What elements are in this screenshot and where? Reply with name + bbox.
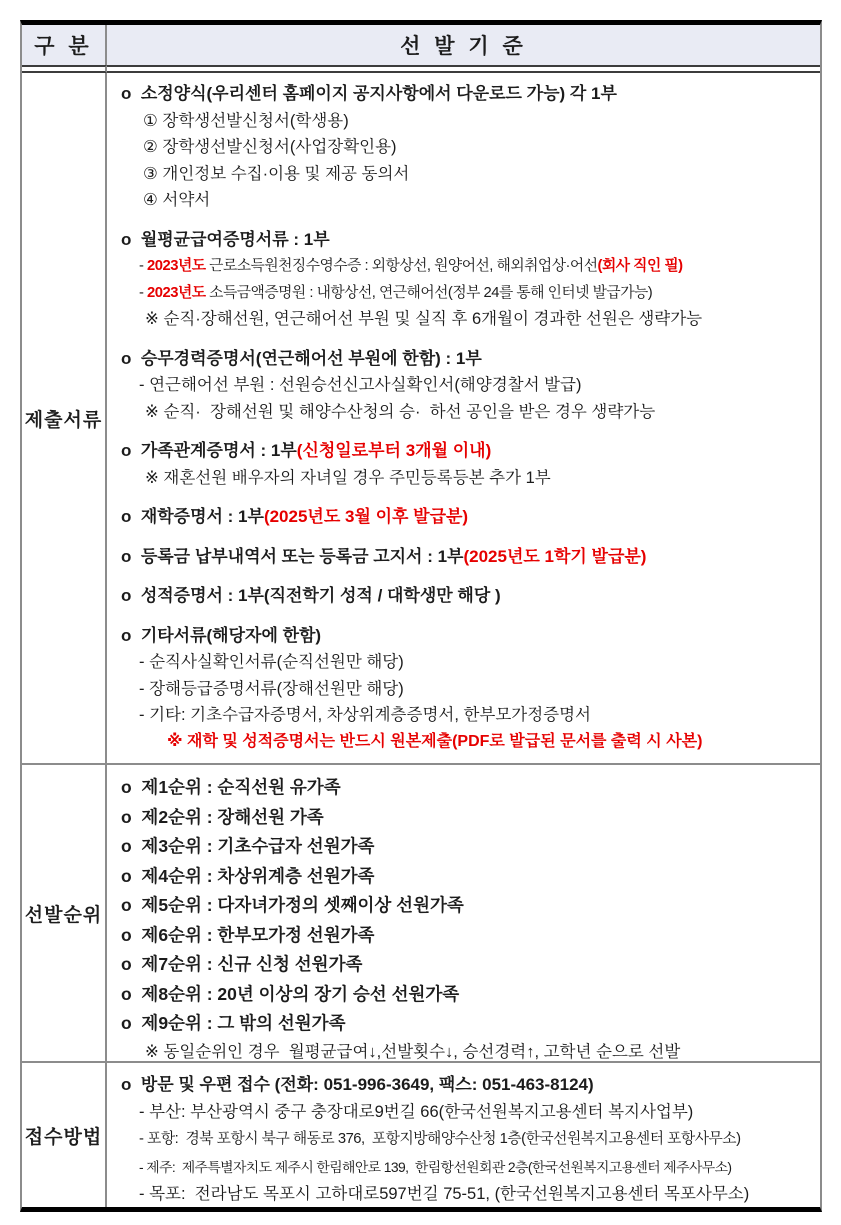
content-group <box>121 81 816 214</box>
text-segment: - 장해등급증명서류(장해선원만 해당) <box>139 679 404 698</box>
content-group <box>121 1071 816 1207</box>
header-criteria-label: 선 발 기 준 <box>400 35 527 58</box>
text-segment: o 제4순위 : 차상위계층 선원가족 <box>121 865 375 886</box>
text-segment: ③ 개인정보 수집·이용 및 제공 동의서 <box>143 164 410 183</box>
text-segment: - 순직사실확인서류(순직선원만 해당) <box>139 653 404 671</box>
content-group <box>121 583 816 610</box>
row-content-documents <box>107 73 820 763</box>
text-line <box>121 676 816 703</box>
header-category-label: 구 분 <box>34 35 93 58</box>
text-segment: - <box>139 284 148 301</box>
text-line <box>121 253 816 280</box>
text-line <box>121 504 816 531</box>
text-line <box>121 544 816 571</box>
text-segment: ※ 동일순위인 경우 월평균급여↓,선발횟수↓, 승선경력↑, 고학년 순으로 선발 <box>145 1042 681 1061</box>
text-segment: ※ 순직· 장해선원 및 해양수산청의 승· 하선 공인을 받은 경우 생략가능 <box>145 402 656 421</box>
text-line <box>121 862 816 892</box>
text-segment: o 등록금 납부내역서 또는 등록금 고지서 : 1부 <box>121 546 464 566</box>
text-segment: o 제6순위 : 한부모가정 선원가족 <box>121 924 375 945</box>
text-line <box>121 729 816 756</box>
text-line <box>121 161 816 188</box>
application-label: 접수방법 <box>24 1126 103 1148</box>
text-line <box>121 372 816 399</box>
text-segment: - 제주: 제주특별자치도 제주시 한림해안로 139, 한림항선원회관 2층(한국선원복지고용센터 제주사무소) <box>139 1158 732 1175</box>
text-segment: o 승무경력증명서(연근해어선 부원에 한함) : 1부 <box>121 348 482 368</box>
row-label-documents <box>22 73 107 763</box>
text-line <box>121 649 816 676</box>
row-label-application <box>22 1061 107 1207</box>
text-line <box>121 1126 816 1154</box>
text-segment: - 연근해어선 부원 : 선원승선신고사실확인서(해양경찰서 발급) <box>139 376 582 394</box>
row-content-priority <box>107 763 820 1061</box>
text-segment: (회사 직인 필) <box>597 258 683 274</box>
text-line <box>121 1099 816 1127</box>
text-segment: 소득금액증명원 : 내항상선, 연근해어선(정부 24를 통해 인터넷 발급가능) <box>205 284 653 301</box>
text-segment: (2025년도 1학기 발급분) <box>463 546 647 566</box>
text-line <box>121 950 816 980</box>
text-segment: - <box>139 258 148 274</box>
text-line <box>121 306 816 333</box>
content-group <box>121 227 816 333</box>
text-line <box>121 1009 816 1039</box>
text-segment: o 제5순위 : 다자녀가정의 셋째이상 선원가족 <box>121 895 464 915</box>
text-segment: - 부산: 부산광역시 중구 충장대로9번길 66(한국선원복지고용센터 복지사업부) <box>139 1102 694 1121</box>
text-line <box>121 773 816 803</box>
text-segment: - 기타: 기초수급자증명서, 차상위계층증명서, 한부모가정증명서 <box>139 706 591 724</box>
text-segment: o 성적증명서 : 1부(직전학기 성적 / 대학생만 해당 ) <box>121 586 501 605</box>
text-segment: o 소정양식(우리센터 홈페이지 공지사항에서 다운로드 가능) 각 1부 <box>121 84 617 103</box>
text-line <box>121 623 816 650</box>
content-group <box>121 504 816 531</box>
text-segment: o 기타서류(해당자에 한함) <box>121 625 322 645</box>
text-line <box>121 803 816 833</box>
text-segment: o 제8순위 : 20년 이상의 장기 승선 선원가족 <box>121 983 460 1004</box>
content-group <box>121 346 816 426</box>
text-line <box>121 891 816 921</box>
text-segment: ※ 재학 및 성적증명서는 반드시 원본제출(PDF로 발급된 문서를 출력 시 사본) <box>167 732 703 750</box>
text-line <box>121 227 816 254</box>
text-segment: o 제2순위 : 장해선원 가족 <box>121 806 324 827</box>
header-double-line-left <box>22 65 107 73</box>
content-group <box>121 773 816 1061</box>
header-cell-category <box>22 25 107 65</box>
text-line <box>121 583 816 610</box>
text-line <box>121 346 816 373</box>
text-segment: o 제3순위 : 기초수급자 선원가족 <box>121 836 375 856</box>
selection-criteria-table <box>20 20 822 1212</box>
text-segment: ① 장학생선발신청서(학생용) <box>143 111 349 130</box>
text-segment: ④ 서약서 <box>143 191 211 209</box>
text-segment: o 제1순위 : 순직선원 유가족 <box>121 777 341 797</box>
text-line <box>121 702 816 729</box>
text-segment: 2023년도 <box>147 258 206 274</box>
text-line <box>121 187 816 214</box>
text-segment: o 제9순위 : 그 밖의 선원가족 <box>121 1013 346 1033</box>
text-line <box>121 108 816 135</box>
text-segment: ※ 재혼선원 배우자의 자녀일 경우 주민등록등본 추가 1부 <box>145 468 551 487</box>
text-line <box>121 1071 816 1099</box>
text-segment: - 목포: 전라남도 목포시 고하대로597번길 75-51, (한국선원복지고용센터 목포사무소) <box>139 1185 750 1203</box>
text-line <box>121 438 816 465</box>
text-line <box>121 465 816 492</box>
text-segment: ② 장학생선발신청서(사업장확인용) <box>143 138 397 156</box>
header-double-line-right <box>107 65 820 73</box>
priority-label: 선발순위 <box>24 904 103 926</box>
text-line <box>121 280 816 307</box>
text-line <box>121 399 816 426</box>
text-line <box>121 832 816 862</box>
text-segment: o 제7순위 : 신규 신청 선원가족 <box>121 954 363 974</box>
content-group <box>121 544 816 571</box>
text-segment: (신청일로부터 3개월 이내) <box>296 441 492 460</box>
content-group <box>121 438 816 491</box>
text-segment: o 재학증명서 : 1부 <box>121 507 264 526</box>
text-segment: (2025년도 3월 이후 발급분) <box>263 507 469 526</box>
text-segment: o 가족관계증명서 : 1부 <box>121 441 297 460</box>
text-segment: - 포항: 경북 포항시 북구 해동로 376, 포항지방해양수산청 1층(한국선원복지고용센터 포항사무소) <box>139 1131 741 1147</box>
text-line <box>121 1181 816 1207</box>
row-label-priority <box>22 763 107 1061</box>
text-line <box>121 921 816 951</box>
text-segment: 2023년도 <box>147 284 206 301</box>
header-cell-criteria <box>107 25 820 65</box>
text-segment: o 방문 및 우편 접수 (전화: 051-996-3649, 팩스: 051-463-8124) <box>121 1075 594 1094</box>
text-line <box>121 1039 816 1062</box>
documents-label: 제출서류 <box>24 409 103 431</box>
text-line <box>121 1154 816 1182</box>
text-segment: ※ 순직·장해선원, 연근해어선 부원 및 실직 후 6개월이 경과한 선원은 생략가능 <box>145 310 703 328</box>
text-segment: 근로소득원천징수영수증 : 외항상선, 원양어선, 해외취업상·어선 <box>205 258 598 274</box>
row-content-application <box>107 1061 820 1207</box>
text-line <box>121 980 816 1010</box>
text-segment: o 월평균급여증명서류 : 1부 <box>121 229 330 249</box>
text-line <box>121 134 816 161</box>
content-group <box>121 623 816 756</box>
text-line <box>121 81 816 108</box>
